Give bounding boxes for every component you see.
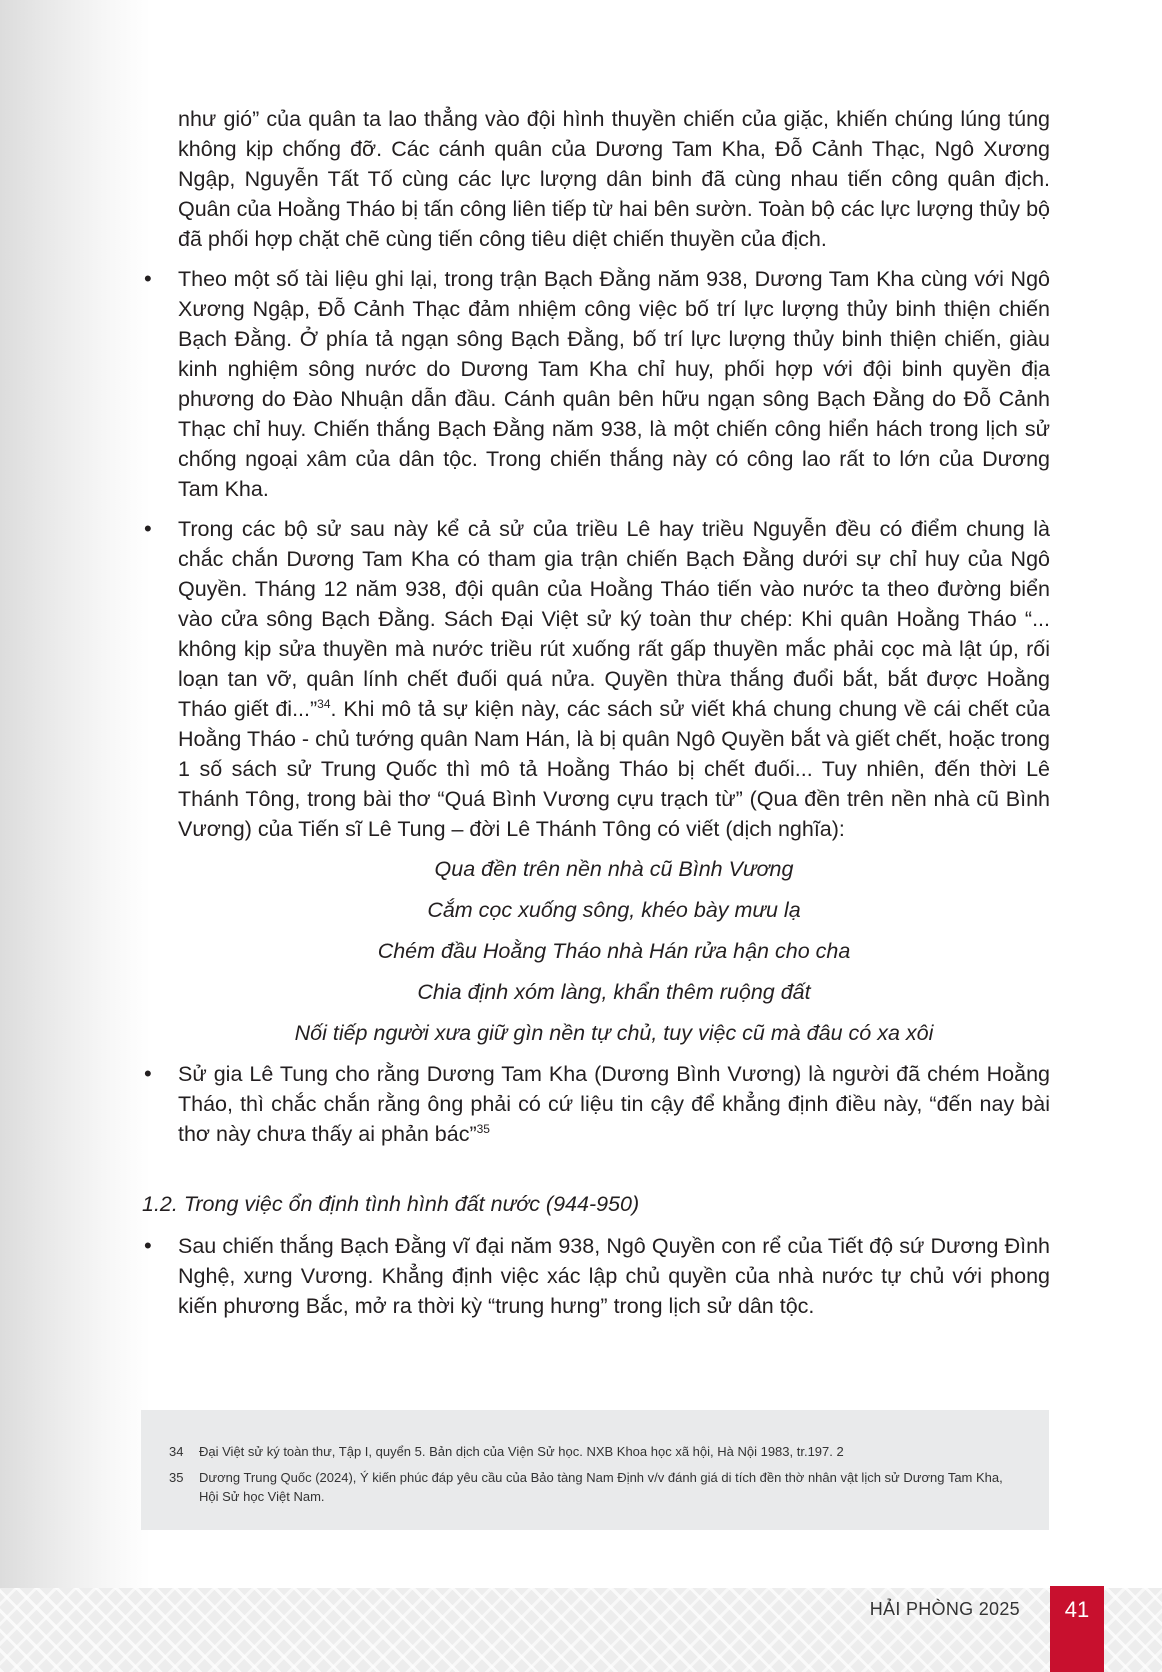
bullet-item — [142, 514, 1050, 844]
footnote-number: 35 — [169, 1470, 184, 1485]
intro-paragraph: như gió” của quân ta lao thẳng vào đội hình thuyền chiến của giặc, khiến chúng lúng túng không kịp chống đỡ. Các cánh quân của Dương Tam Kha, Đỗ Cảnh Thạc, Ngô Xương Ngập, Nguyễn Tất Tố cùng các lực lượng dân binh đã cùng nhau tiến công quân địch. Quân của Hoằng Tháo bị tấn công liên tiếp từ hai bên sườn. Toàn bộ các lực lượng thủy bộ đã phối hợp chặt chẽ cùng tiến công tiêu diệt chiến thuyền của địch. — [178, 107, 1050, 251]
running-footer-title: HẢI PHÒNG 2025 — [869, 1599, 1020, 1619]
bullet-text-continued: . Khi mô tả sự kiện này, các sách sử viết khá chung chung về cái chết của Hoằng Tháo - chủ tướng quân Nam Hán, là bị quân Ngô Quyền bắt và giết chết, hoặc trong 1 số sách sử Trung Quốc thì mô tả Hoằng Tháo bị chết đuối... Tuy nhiên, đến thời Lê Thánh Tông, trong bài thơ “Quá Bình Vương cựu trạch từ” (Qua đền trên nền nhà cũ Bình Vương) của Tiến sĩ Lê Tung – đời Lê Thánh Tông có viết (dịch nghĩa): — [178, 697, 1050, 841]
footnote-text: Đại Việt sử ký toàn thư, Tập I, quyển 5. Bản dịch của Viện Sử học. NXB Khoa học xã hội, Hà Nội 1983, tr.197. 2 — [199, 1444, 844, 1459]
footnote-text: Dương Trung Quốc (2024), Ý kiến phúc đáp yêu cầu của Bảo tàng Nam Định v/v đánh giá di tích đền thờ nhân vật lịch sử Dương Tam Kha, Hội Sử học Việt Nam. — [199, 1470, 1003, 1504]
bullet-text: Sử gia Lê Tung cho rằng Dương Tam Kha (Dương Bình Vương) là người đã chém Hoằng Tháo, thì chắc chắn rằng ông phải có cứ liệu tin cậy để khẳng định điều này, “đến nay bài thơ này chưa thấy ai phản bác” — [178, 1062, 1050, 1146]
bullet-icon: • — [144, 1233, 152, 1258]
bullet-icon: • — [144, 516, 152, 541]
page-margin-shade — [0, 0, 150, 1672]
bullet-icon: • — [144, 1061, 152, 1086]
poem-line: Cắm cọc xuống sông, khéo bày mưu lạ — [427, 898, 801, 922]
bullet-text: Theo một số tài liệu ghi lại, trong trận Bạch Đằng năm 938, Dương Tam Kha cùng với Ngô Xương Ngập, Đỗ Cảnh Thạc đảm nhiệm công việc bố trí lực lượng thủy binh thiện chiến Bạch Đằng. Ở phía tả ngạn sông Bạch Đằng, bố trí lực lượng thủy binh thiện chiến, giàu kinh nghiệm sông nước do Dương Tam Kha chỉ huy, phối hợp với đội binh quyền địa phương do Đào Nhuận dẫn đầu. Cánh quân bên hữu ngạn sông Bạch Đằng do Đỗ Cảnh Thạc chỉ huy. Chiến thắng Bạch Đằng năm 938, là một chiến công hiển hách trong lịch sử chống ngoại xâm của dân tộc. Trong chiến thắng này có công lao rất to lớn của Dương Tam Kha. — [178, 267, 1050, 501]
page-number: 41 — [1050, 1586, 1104, 1672]
footnote-ref-34[interactable]: 34 — [317, 697, 331, 711]
poem-line: Chia định xóm làng, khẩn thêm ruộng đất — [417, 980, 811, 1004]
poem-line: Chém đầu Hoằng Tháo nhà Hán rửa hận cho cha — [377, 939, 851, 963]
footnote-ref-35[interactable]: 35 — [476, 1122, 490, 1136]
body-text — [142, 104, 1050, 1331]
footnotes-box — [141, 1410, 1049, 1530]
bullet-text: Trong các bộ sử sau này kể cả sử của triều Lê hay triều Nguyễn đều có điểm chung là chắc chắn Dương Tam Kha có tham gia trận chiến Bạch Đằng dưới sự chỉ huy của Ngô Quyền. Tháng 12 năm 938, đội quân của Hoằng Tháo tiến vào nước ta theo đường biển vào cửa sông Bạch Đằng. Sách Đại Việt sử ký toàn thư chép: Khi quân Hoằng Tháo “... không kịp sửa thuyền mà nước triều rút xuống rất gấp thuyền mắc phải cọc mà lật úp, rối loạn tan vỡ, quân lính chết đuối quá nửa. Quyền thừa thắng đuổi bắt, bắt được Hoằng Tháo giết đi...” — [178, 517, 1050, 721]
bullet-item — [142, 1231, 1050, 1321]
poem-line: Nối tiếp người xưa giữ gìn nền tự chủ, tuy việc cũ mà đâu có xa xôi — [294, 1021, 934, 1045]
bullet-item — [142, 1059, 1050, 1149]
poem — [178, 854, 1050, 1048]
bullet-item — [142, 264, 1050, 504]
footnote-number: 34 — [169, 1444, 184, 1459]
section-heading: 1.2. Trong việc ổn định tình hình đất nước (944-950) — [142, 1192, 640, 1216]
bullet-icon: • — [144, 266, 152, 291]
bullet-text: Sau chiến thắng Bạch Đằng vĩ đại năm 938, Ngô Quyền con rể của Tiết độ sứ Dương Đình Nghệ, xưng Vương. Khẳng định việc xác lập chủ quyền của nhà nước tự chủ với phong kiến phương Bắc, mở ra thời kỳ “trung hưng” trong lịch sử dân tộc. — [178, 1234, 1050, 1318]
poem-line: Qua đền trên nền nhà cũ Bình Vương — [434, 857, 794, 881]
footnote-34 — [141, 1442, 1049, 1461]
footnote-35 — [141, 1468, 1049, 1506]
